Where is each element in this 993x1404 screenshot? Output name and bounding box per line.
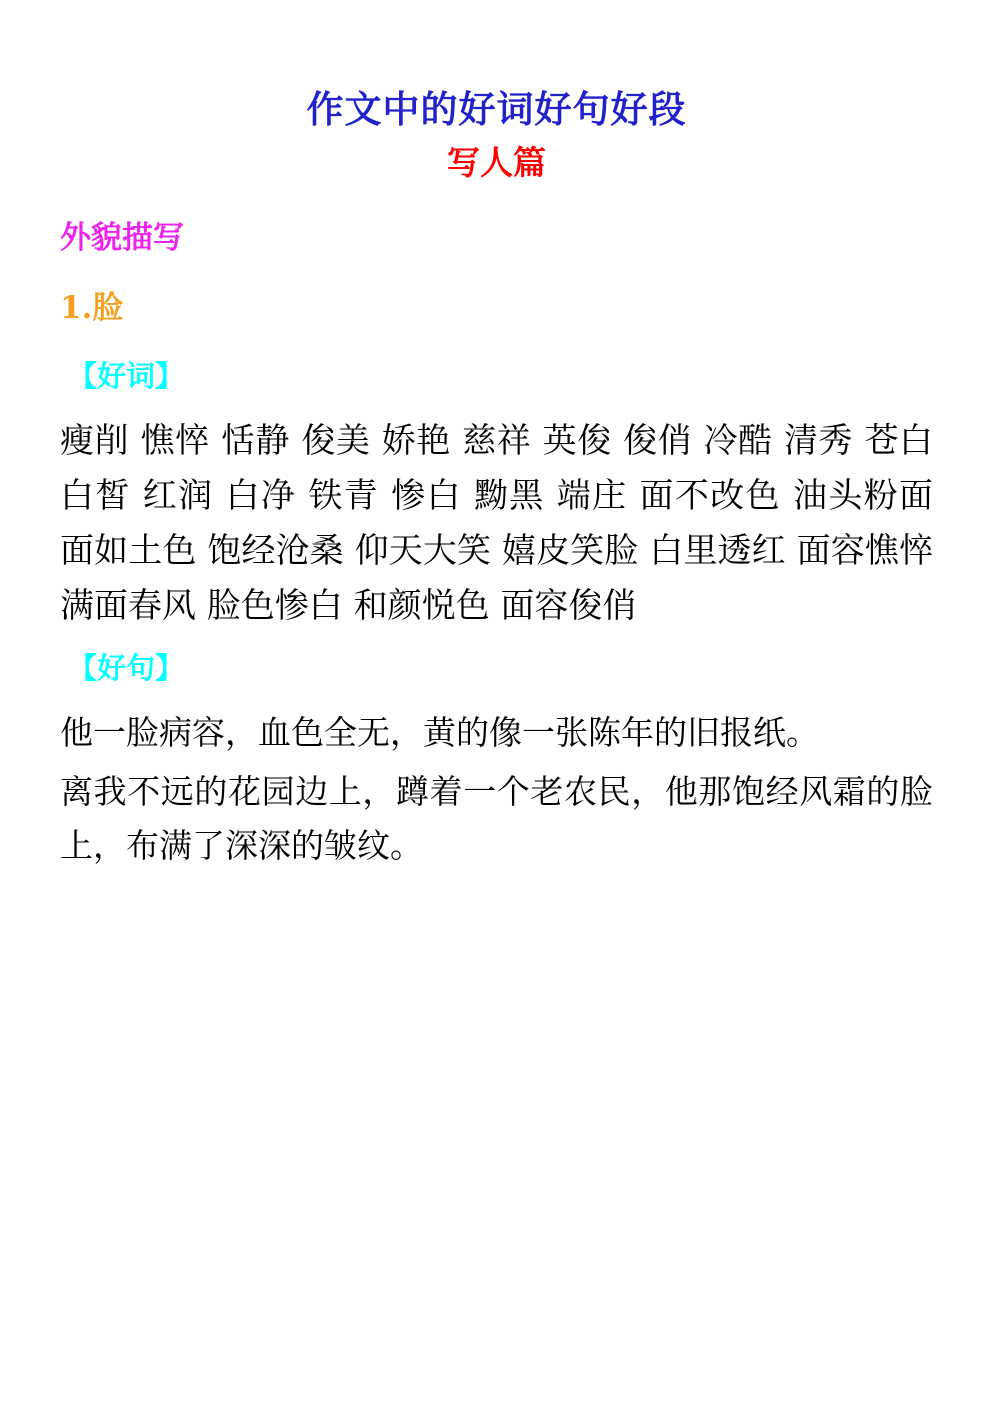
page-title: 作文中的好词好句好段	[306, 87, 687, 131]
good-words-list: 瘦削 憔悴 恬静 俊美 娇艳 慈祥 英俊 俊俏 冷酷 清秀 苍白 白皙 红润 白净 铁青 惨白 黝黑 端庄 面不改色 油头粉面 面如土色 饱经沧桑 仰天大笑 嬉皮笑脸 白里透红 面容憔悴 满面春风 脸色惨白 和颜悦色 面容俊俏	[60, 420, 933, 627]
item-heading-face: 1.脸	[60, 289, 124, 326]
good-sentence-2: 离我不远的花园边上，蹲着一个老农民，他那饱经风霜的脸上，布满了深深的皱纹。	[60, 772, 933, 865]
section-heading-appearance: 外貌描写	[60, 219, 184, 256]
page-subtitle: 写人篇	[447, 143, 546, 183]
label-good-words: 【好词】	[68, 359, 185, 394]
good-sentence-1: 他一脸病容，血色全无，黄的像一张陈年的旧报纸。	[60, 712, 819, 752]
label-good-sentences: 【好句】	[68, 651, 185, 686]
